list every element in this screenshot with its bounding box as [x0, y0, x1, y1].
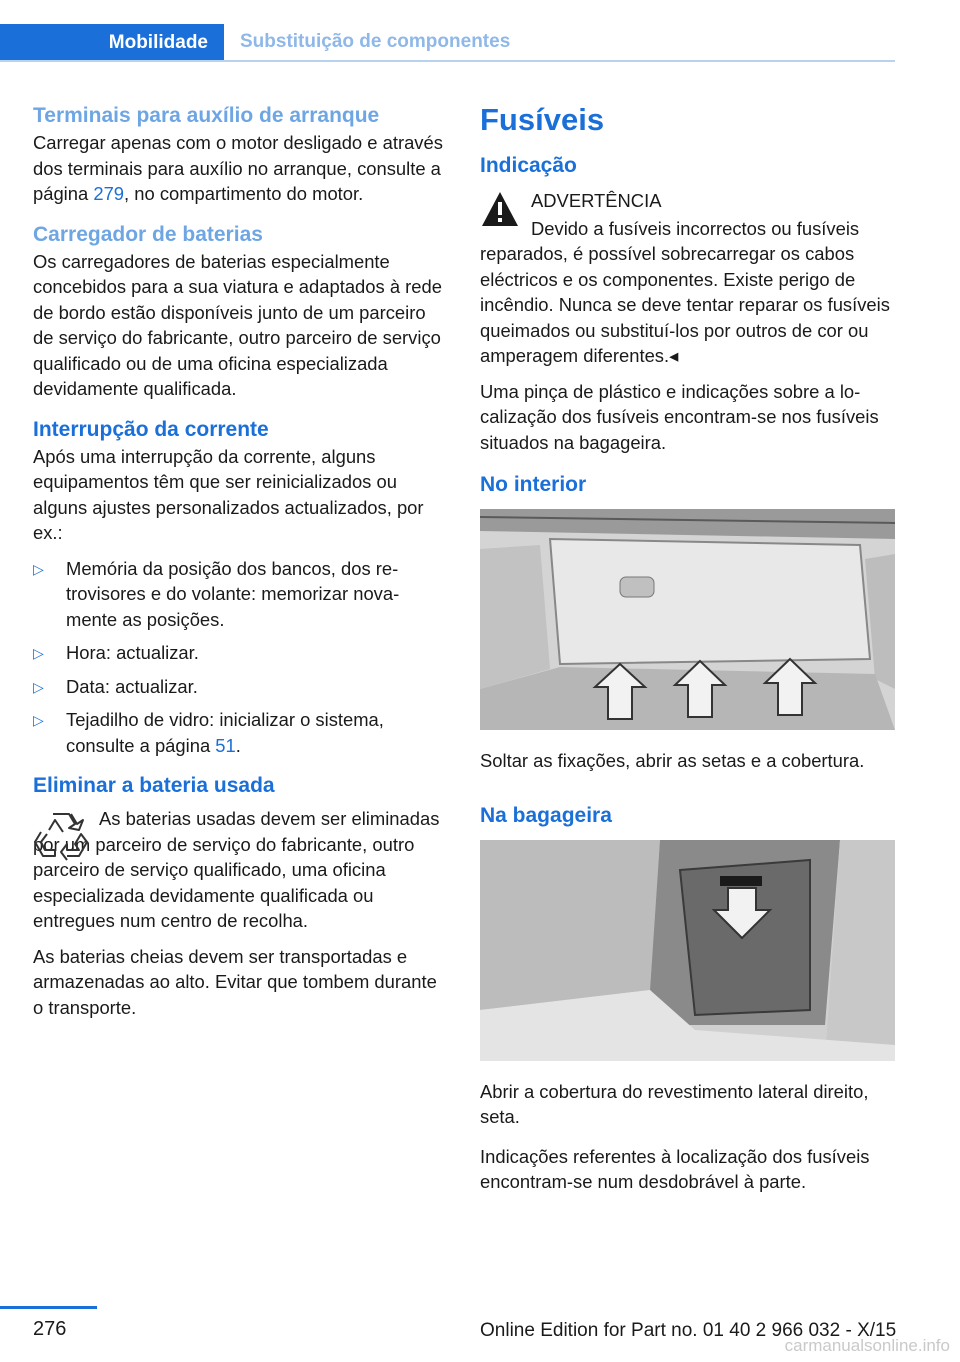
page-number-rule [0, 1306, 97, 1309]
left-column [33, 102, 443, 1034]
list-item-text-end: . [235, 734, 241, 756]
bullet-triangle-icon: ▷ [33, 712, 44, 728]
text-transporte: As baterias cheias devem ser transportadas e armazenadas ao alto. Evitar que tombem durante o transporte. [33, 945, 437, 1018]
heading-carregador: Carregador de baterias [33, 222, 263, 246]
bullet-triangle-icon: ▷ [33, 560, 44, 577]
text-pinca: Uma pinça de plástico e indicações sobre a localização dos fusíveis encontram-se nos fusíveis situados na bagageira. [480, 380, 879, 453]
warning-text [480, 216, 895, 369]
section-carregador [33, 221, 443, 402]
warning-label: ADVERTÊNCIA [531, 190, 662, 211]
list-item [33, 640, 443, 666]
heading-indicacao: Indicação [480, 154, 577, 177]
text-interrupcao: Após uma interrupção da corrente, alguns equipamentos têm que ser reinicializados ou alguns ajustes personalizados actualizados, por ex.: [33, 445, 424, 543]
list-reset-items [33, 556, 443, 759]
text-eliminar-body: As baterias usadas devem ser eliminadas por um parceiro de serviço do fabricante, outro parceiro de serviço qualificado, uma oficina especializada devidamente qualificada ou entregues num centro de recolha. [33, 808, 440, 931]
warning-text-body: Devido a fusíveis incorrectos ou fusíveis reparados, é possível sobrecarregar os cabos eléctricos e os componentes. Existe perigo de incêndio. Nunca se deve tentar reparar os fusíveis queimados ou substituí-los por outros de cor ou amperagem diferentes.◂ [480, 217, 890, 366]
photo-trunk [480, 840, 895, 1061]
caption-interior: Soltar as fixações, abrir as setas e a cobertura. [480, 750, 865, 771]
section-interrupcao [33, 416, 443, 759]
header-rule [0, 60, 895, 62]
heading-no-interior: No interior [480, 473, 587, 496]
list-item [33, 556, 443, 633]
bullet-triangle-icon: ▷ [33, 678, 44, 695]
link-page-51[interactable]: 51 [215, 734, 236, 756]
caption-bagageira: Abrir a cobertura do revestimento lateral direito, seta. [480, 1080, 869, 1127]
list-item [33, 674, 443, 700]
watermark: carmanualsonline.info [784, 1336, 950, 1355]
right-column [480, 102, 895, 1205]
text-terminais-b: , no compartimento do motor. [124, 183, 364, 204]
heading-terminais: Terminais para auxílio de arranque [33, 104, 380, 127]
warning-block [480, 188, 895, 214]
heading-interrupcao: Interrupção da corrente [33, 417, 269, 441]
tab-mobilidade[interactable]: Mobilidade [0, 24, 224, 62]
list-item [33, 707, 443, 758]
list-item-text: Memória da posição dos bancos, dos retrovisores e do volante: memorizar novamente as posições. [66, 557, 400, 630]
warning-icon [480, 190, 520, 228]
section-terminais [33, 102, 443, 207]
recycle-icon [33, 810, 89, 862]
tab-substituicao[interactable]: Substituição de componentes [240, 31, 511, 52]
list-item-text: Hora: actualizar. [66, 642, 199, 663]
header-bar [0, 24, 895, 62]
text-terminais [33, 130, 443, 207]
photo-glovebox [480, 509, 895, 730]
recycle-block [33, 806, 443, 934]
text-terminais-a: Carregar apenas com o motor desligado e através dos terminais para auxílio no arranque, consulte a página [33, 132, 443, 204]
heading-fusiveis: Fusíveis [480, 102, 605, 137]
list-item-text: Data: actualizar. [66, 675, 198, 697]
heading-eliminar: Eliminar a bateria usada [33, 774, 275, 797]
trunk-illustration [480, 840, 895, 1061]
heading-na-bagageira: Na bagageira [480, 803, 612, 827]
text-eliminar [33, 806, 443, 934]
link-page-279[interactable]: 279 [93, 183, 125, 204]
text-carregador: Os carregadores de baterias especialmente concebidos para a sua viatura e adaptados à rede de bordo estão disponíveis junto de um parceiro de serviço do fabricante, outro parceiro de serviço qualificado ou de uma oficina especializada devidamente qualificada. [33, 250, 442, 399]
footer-edition: Online Edition for Part no. 01 40 2 966 032 - X/15 [480, 1320, 897, 1341]
page-number: 276 [33, 1318, 67, 1340]
bullet-triangle-icon: ▷ [33, 645, 44, 661]
text-desdobravel: Indicações referentes à localização dos fusíveis encontram-se num desdobrável à parte. [480, 1145, 870, 1192]
glovebox-illustration [480, 509, 895, 730]
section-eliminar [33, 772, 443, 1020]
list-item-text: Tejadilho de vidro: inicializar o sistema, consulte a página [66, 709, 384, 756]
